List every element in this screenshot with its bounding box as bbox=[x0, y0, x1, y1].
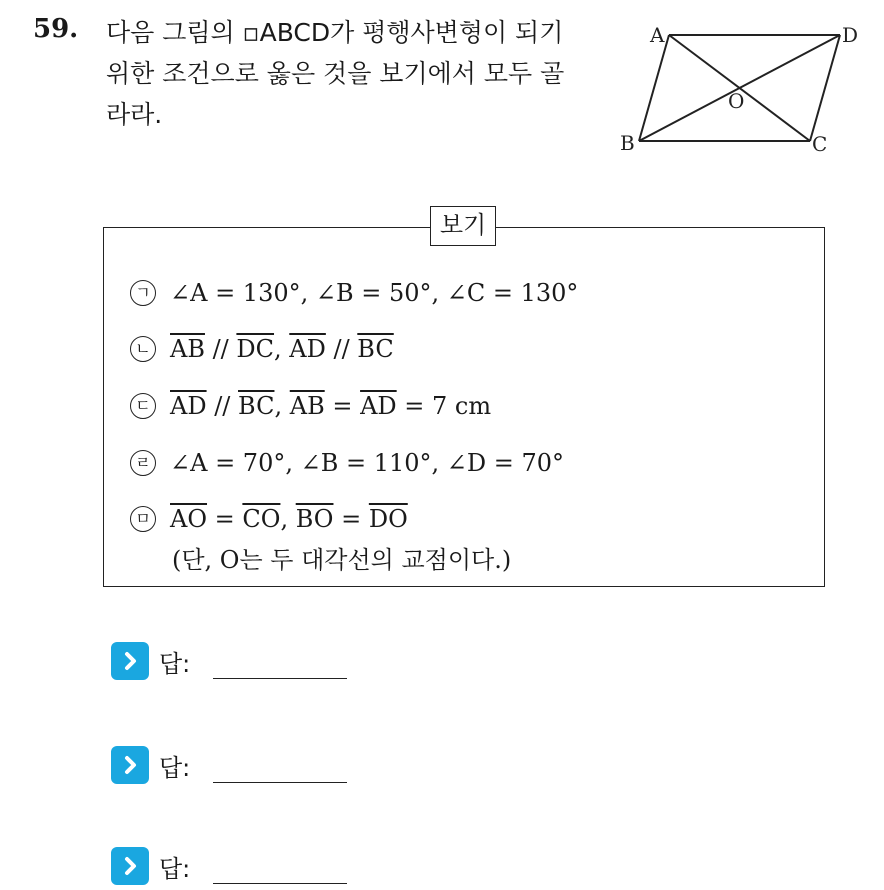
segment: $\overline{BC}$ bbox=[238, 392, 275, 420]
side-ab bbox=[639, 35, 669, 141]
segment: $\overline{AD}$ bbox=[170, 392, 207, 420]
separator: , bbox=[274, 335, 290, 363]
segment: $\overline{CO}$ bbox=[242, 505, 281, 533]
segment: $\overline{BO}$ bbox=[295, 505, 334, 533]
side-cd bbox=[810, 35, 840, 141]
answer-label: 답: bbox=[159, 854, 191, 883]
item-text: ∠A = 70°, ∠B = 110°, ∠D = 70° bbox=[170, 449, 565, 477]
answer-blank[interactable] bbox=[213, 883, 347, 884]
answer-label: 답: bbox=[159, 753, 191, 782]
bogi-note: (단, O는 두 대각선의 교점이다.) bbox=[172, 546, 512, 574]
chevron-right-icon bbox=[111, 746, 149, 784]
item-marker: ㄱ bbox=[130, 280, 156, 306]
segment: $\overline{AB}$ bbox=[170, 335, 205, 363]
answer-row bbox=[111, 640, 190, 682]
bogi-item bbox=[130, 501, 408, 537]
relation: = bbox=[207, 505, 243, 533]
question-line: 라라. bbox=[106, 100, 163, 129]
item-text: ∠A = 130°, ∠B = 50°, ∠C = 130° bbox=[170, 279, 579, 307]
parallelogram-figure bbox=[612, 18, 882, 158]
chevron-right-icon bbox=[111, 847, 149, 885]
segment: $\overline{AD}$ bbox=[360, 392, 397, 420]
segment: $\overline{BC}$ bbox=[357, 335, 394, 363]
relation: // bbox=[204, 335, 237, 363]
item-marker: ㄹ bbox=[130, 450, 156, 476]
label-b: B bbox=[620, 131, 635, 155]
bogi-item bbox=[130, 445, 564, 481]
bogi-item bbox=[130, 388, 491, 424]
segment: $\overline{AB}$ bbox=[289, 392, 325, 420]
answer-row bbox=[111, 744, 190, 786]
segment: $\overline{DC}$ bbox=[236, 335, 275, 363]
label-d: D bbox=[842, 23, 859, 47]
chevron-right-icon bbox=[111, 642, 149, 680]
answer-blank[interactable] bbox=[213, 678, 347, 679]
label-a: A bbox=[650, 23, 665, 47]
answer-blank[interactable] bbox=[213, 782, 347, 783]
relation: // bbox=[325, 335, 358, 363]
segment: $\overline{AD}$ bbox=[289, 335, 326, 363]
separator: , bbox=[274, 392, 290, 420]
question-line: 위한 조건으로 옳은 것을 보기에서 모두 골 bbox=[106, 59, 565, 88]
item-marker: ㄴ bbox=[130, 336, 156, 362]
bogi-item bbox=[130, 331, 394, 367]
separator: , bbox=[280, 505, 296, 533]
question-line: 다음 그림의 ▫ABCD가 평행사변형이 되기 bbox=[106, 18, 564, 47]
question-number: 59. bbox=[33, 14, 79, 44]
answer-label: 답: bbox=[159, 649, 191, 678]
relation: // bbox=[206, 392, 239, 420]
relation: = bbox=[333, 505, 369, 533]
segment: $\overline{AO}$ bbox=[170, 505, 208, 533]
relation: = bbox=[324, 392, 361, 420]
diagonal-bd bbox=[639, 35, 840, 141]
length-value: = 7 cm bbox=[396, 392, 492, 420]
bogi-item bbox=[130, 275, 578, 311]
answer-row bbox=[111, 845, 190, 887]
item-marker: ㅁ bbox=[130, 506, 156, 532]
bogi-title: 보기 bbox=[430, 206, 496, 246]
segment: $\overline{DO}$ bbox=[368, 505, 408, 533]
label-c: C bbox=[812, 132, 828, 156]
item-marker: ㄷ bbox=[130, 393, 156, 419]
label-o: O bbox=[728, 89, 745, 113]
question-text bbox=[106, 12, 596, 135]
